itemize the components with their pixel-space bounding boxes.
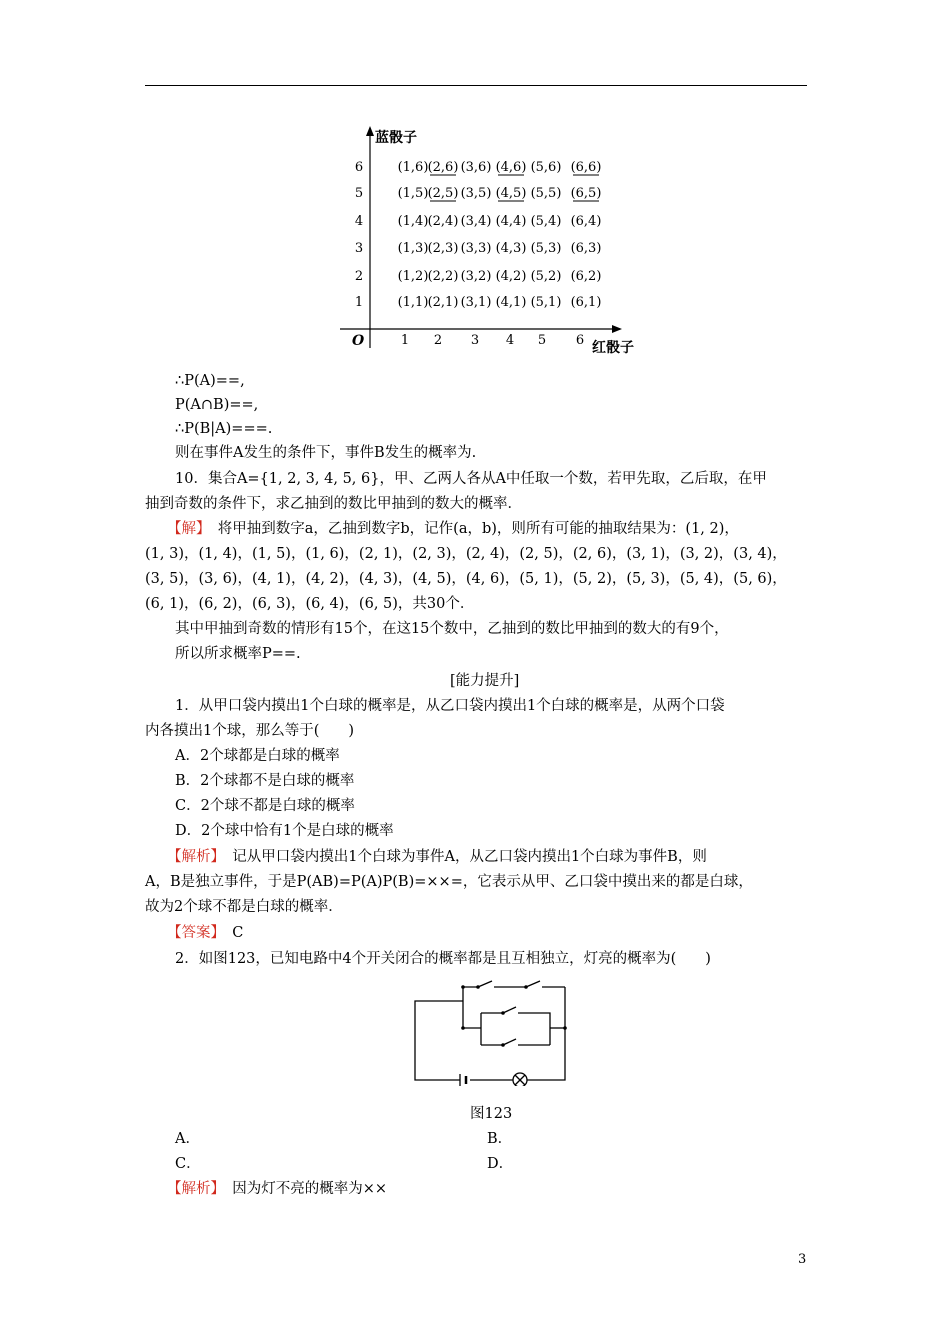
q1-line2: 内各摸出1个球，那么等于( ) xyxy=(145,723,355,739)
y-tick-3: 3 xyxy=(354,241,364,256)
q2-option-c: C． xyxy=(175,1156,201,1172)
outcome-cell: (4,1) xyxy=(495,295,527,310)
x-axis-label: 红骰子 xyxy=(592,340,634,356)
x-tick-2: 2 xyxy=(433,333,443,348)
outcome-cell: (6,2) xyxy=(570,269,602,284)
dice-sample-space-chart xyxy=(330,120,650,365)
outcome-cell: (3,3) xyxy=(460,241,492,256)
y-tick-labels xyxy=(355,160,363,310)
origin-label: O xyxy=(352,333,365,349)
x-tick-5: 5 xyxy=(537,333,547,348)
outcome-cell: (1,1) xyxy=(397,295,429,310)
outcome-cell: (2,4) xyxy=(427,214,459,229)
q10-line2: 抽到奇数的条件下，求乙抽到的数比甲抽到的数大的概率． xyxy=(145,496,522,512)
outcome-cell: (2,3) xyxy=(427,241,459,256)
solution-tag: 【解】 xyxy=(167,521,204,537)
outcome-cell: (6,5) xyxy=(570,186,602,201)
outcome-cell: (5,3) xyxy=(530,241,562,256)
x-tick-3: 3 xyxy=(470,333,480,348)
page-number: 3 xyxy=(798,1252,807,1267)
outcome-cell: (1,3) xyxy=(397,241,429,256)
x-tick-labels xyxy=(401,333,584,348)
q1-answer: 【答案】 C xyxy=(167,925,244,941)
outcome-cell: (5,1) xyxy=(530,295,562,310)
analysis-tag: 【解析】 xyxy=(167,849,218,865)
outcome-cell: (4,5) xyxy=(495,186,527,201)
outcome-cell: (6,6) xyxy=(570,160,602,175)
outcome-cell: (4,2) xyxy=(495,269,527,284)
q1-option-b: B．2个球都不是白球的概率 xyxy=(175,773,355,789)
q2-option-d: D． xyxy=(487,1156,514,1172)
header-rule xyxy=(145,85,807,86)
outcome-cell: (5,2) xyxy=(530,269,562,284)
figure-caption: 图123 xyxy=(470,1106,513,1122)
outcome-cell: (3,2) xyxy=(460,269,492,284)
q1-option-a: A．2个球都是白球的概率 xyxy=(175,748,340,764)
line-conclusion: 则在事件A发生的条件下，事件B发生的概率为. xyxy=(175,445,477,461)
outcome-cell: (5,4) xyxy=(530,214,562,229)
outcome-cell: (1,2) xyxy=(397,269,429,284)
outcome-cell: (3,6) xyxy=(460,160,492,175)
q10-solution-line1: 【解】 将甲抽到数字a，乙抽到数字b，记作(a，b)，则所有可能的抽取结果为：(1, 2)， xyxy=(167,521,739,537)
line-pa: ∴P(A)==, xyxy=(175,373,245,389)
outcome-cell: (1,5) xyxy=(397,186,429,201)
outcome-cell: (2,2) xyxy=(427,269,459,284)
outcome-cell: (5,6) xyxy=(530,160,562,175)
q10-solution-line4: (6, 1)，(6, 2)，(6, 3)，(6, 4)，(6, 5)，共30个． xyxy=(145,596,475,612)
answer-tag: 【答案】 xyxy=(167,925,218,941)
line-pab: P(A∩B)==, xyxy=(175,397,259,413)
x-tick-1: 1 xyxy=(400,333,410,348)
outcome-cell: (2,6) xyxy=(427,160,459,175)
y-tick-5: 5 xyxy=(354,186,364,201)
q2-analysis: 【解析】 因为灯不亮的概率为×× xyxy=(167,1181,388,1197)
y-tick-6: 6 xyxy=(354,160,364,175)
outcome-cell: (6,1) xyxy=(570,295,602,310)
q1-analysis-line1: 【解析】 记从甲口袋内摸出1个白球为事件A，从乙口袋内摸出1个白球为事件B，则 xyxy=(167,849,707,865)
outcome-cell: (3,4) xyxy=(460,214,492,229)
y-tick-4: 4 xyxy=(354,214,364,229)
q1-line1: 1．从甲口袋内摸出1个白球的概率是，从乙口袋内摸出1个白球的概率是，从两个口袋 xyxy=(175,698,725,714)
q10-line1: 10．集合A={1, 2, 3, 4, 5, 6}，甲、乙两人各从A中任取一个数，若甲先取，乙后取，在甲 xyxy=(175,471,767,487)
q1-analysis-line2: A，B是独立事件，于是P(AB)=P(A)P(B)=××=，它表示从甲、乙口袋中摸出来的都是白球， xyxy=(145,874,753,890)
q1-option-d: D．2个球中恰有1个是白球的概率 xyxy=(175,823,394,839)
q1-option-c: C．2个球不都是白球的概率 xyxy=(175,798,355,814)
circuit-diagram xyxy=(410,980,570,1086)
outcome-cell: (6,3) xyxy=(570,241,602,256)
outcome-cell: (1,4) xyxy=(397,214,429,229)
y-tick-2: 2 xyxy=(354,269,364,284)
outcome-cell: (4,6) xyxy=(495,160,527,175)
line-pba: ∴P(B|A)===. xyxy=(175,421,273,437)
section-heading: [能力提升] xyxy=(450,673,520,689)
outcome-cell: (3,1) xyxy=(460,295,492,310)
outcome-cell: (6,4) xyxy=(570,214,602,229)
y-tick-1: 1 xyxy=(354,295,364,310)
q10-solution-line5: 其中甲抽到奇数的情形有15个，在这15个数中，乙抽到的数比甲抽到的数大的有9个， xyxy=(175,621,729,637)
analysis-tag-2: 【解析】 xyxy=(167,1181,218,1197)
outcome-cell: (2,5) xyxy=(427,186,459,201)
outcome-cell: (2,1) xyxy=(427,295,459,310)
outcome-cells xyxy=(398,160,602,310)
q10-solution-line6: 所以所求概率P==. xyxy=(175,646,301,662)
outcome-cell: (3,5) xyxy=(460,186,492,201)
q10-solution-line3: (3, 5)，(3, 6)，(4, 1)，(4, 2)，(4, 3)，(4, 5)，(4, 6)，(5, 1)，(5, 2)，(5, 3)，(5, 4)，(5, 6)， xyxy=(145,571,787,587)
x-tick-6: 6 xyxy=(575,333,585,348)
q10-solution-line2: (1, 3)，(1, 4)，(1, 5)，(1, 6)，(2, 1)，(2, 3)，(2, 4)，(2, 5)，(2, 6)，(3, 1)，(3, 2)，(3, 4)， xyxy=(145,546,787,562)
q1-analysis-line3: 故为2个球不都是白球的概率． xyxy=(145,899,343,915)
q2-option-a: A． xyxy=(175,1131,200,1147)
q2-option-b: B． xyxy=(487,1131,513,1147)
outcome-cell: (1,6) xyxy=(397,160,429,175)
outcome-cell: (5,5) xyxy=(530,186,562,201)
x-tick-4: 4 xyxy=(505,333,515,348)
q2-line1: 2．如图123，已知电路中4个开关闭合的概率都是且互相独立，灯亮的概率为( ) xyxy=(175,951,711,967)
y-axis-label: 蓝骰子 xyxy=(375,130,417,146)
outcome-cell: (4,3) xyxy=(495,241,527,256)
outcome-cell: (4,4) xyxy=(495,214,527,229)
